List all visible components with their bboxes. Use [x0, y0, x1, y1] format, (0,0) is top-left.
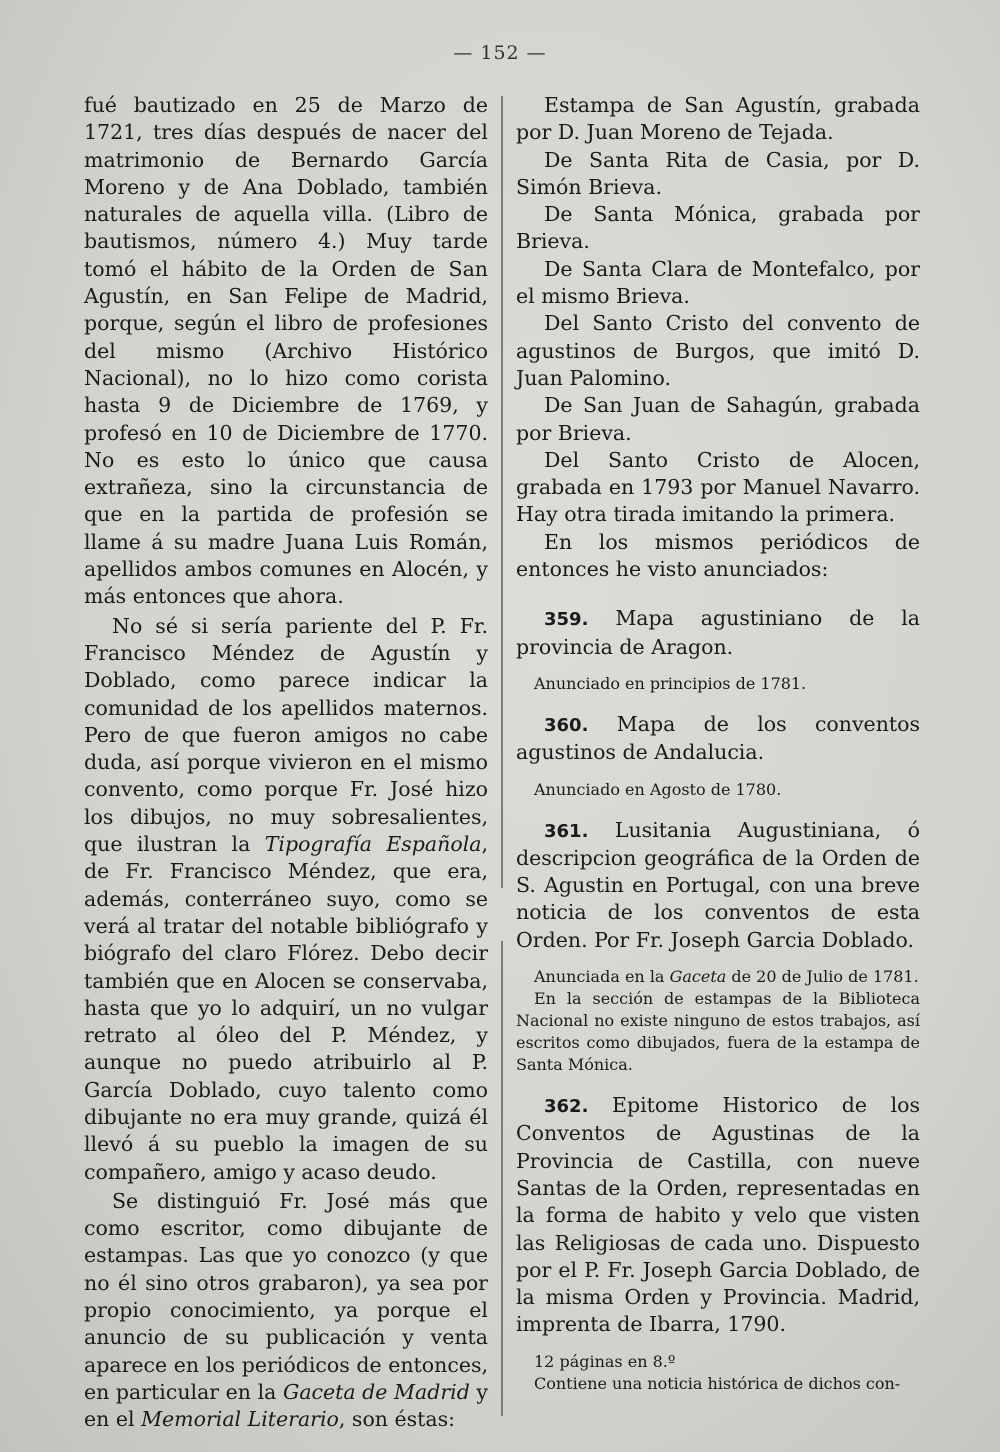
- estampa-san-juan-sahagun: De San Juan de Sahagún, grabada por Brieva.: [516, 393, 920, 445]
- entry-361-note-biblioteca: En la sección de estampas de la Biblioteca Nacional no existe ninguno de estos trabajos, así escritos como dibujados, fuera de la estampa de Santa Mónica.: [516, 989, 920, 1075]
- page-number: — 152 —: [453, 42, 547, 64]
- entry-361-text: [516, 817, 920, 954]
- entry-359: [516, 605, 920, 695]
- entry-360: [516, 711, 920, 801]
- entry-362-text: [516, 1092, 920, 1339]
- note-gaceta-title: Gaceta: [669, 967, 727, 987]
- paragraph-estampas-part2: y en el: [84, 1379, 488, 1432]
- paragraph-estampas-part3: , son éstas:: [338, 1407, 456, 1432]
- entry-362: [516, 1092, 920, 1395]
- entry-number: 361.: [544, 820, 589, 842]
- paragraph-estampas: [84, 1188, 488, 1434]
- entry-title: Mapa de los conventos agustinos de Andalucia.: [516, 711, 920, 765]
- note-gaceta-part2: de 20 de Julio de 1781.: [726, 967, 919, 987]
- anunciados-intro: En los mismos periódicos de entonces he visto anunciados:: [516, 529, 920, 582]
- title-tipografia-espanola: Tipografía Española: [264, 832, 482, 857]
- entry-359-text: [516, 605, 920, 661]
- column-divider: [501, 96, 503, 1416]
- paragraph-mendez-part1: No sé si sería pariente del P. Fr. Francisco Méndez de Agustín y Doblado, como parece indicar la comunidad de los apellidos maternos. Pero de que fueron amigos no cabe duda, así porque vivieron en el mismo convento, como porque Fr. José hizo los dibujos, no muy sobresalientes, que ilustran la: [84, 613, 488, 857]
- title-memorial-literario: Memorial Literario: [141, 1407, 339, 1432]
- entry-362-note-contents: Contiene una noticia histórica de dichos con-: [534, 1373, 901, 1393]
- estampa-san-agustin: Estampa de San Agustín, grabada por D. Juan Moreno de Tejada.: [516, 93, 920, 145]
- entry-title: Epitome Historico de los Conventos de Agustinas de la Provincia de Castilla, con nueve Santas de la Orden, representadas en la forma de habito y velo que visten las Religiosas de cada uno. Dispuesto por el P. Fr. Joseph Garcia Doblado, de la misma Orden y Provincia. Madrid, imprenta de Ibarra, 1790.: [516, 1093, 920, 1337]
- entry-number: 359.: [544, 609, 589, 631]
- entry-number: 360.: [544, 714, 589, 736]
- entry-title: Lusitania Augustiniana, ó descripcion geográfica de la Orden de S. Agustin en Portugal, con una breve noticia de los conventos de esta Orden. Por Fr. Joseph Garcia Doblado.: [516, 817, 920, 952]
- left-column: [84, 92, 488, 1434]
- entry-360-text: [516, 711, 920, 767]
- right-column: [516, 92, 920, 1395]
- estampa-santa-monica: De Santa Mónica, grabada por Brieva.: [516, 202, 920, 254]
- paragraph-mendez: [84, 613, 488, 1186]
- note-gaceta-part1: Anunciada en la: [534, 967, 670, 987]
- paragraph-baptism: fué bautizado en 25 de Marzo de 1721, tres días después de nacer del matrimonio de Bernardo García Moreno y de Ana Doblado, también naturales de aquella villa. (Libro de bautismos, número 4.) Muy tarde tomó el hábito de la Orden de San Agustín, en San Felipe de Madrid, porque, según el libro de profesiones del mismo (Archivo Histórico Nacional), no lo hizo como corista hasta 9 de Diciembre de 1769, y profesó en 10 de Diciembre de 1770. No es esto lo único que causa extrañeza, sino la circunstancia de que en la partida de profesión se llame á su madre Juana Luis Román, apellidos ambos comunes en Alocén, y más entonces que ahora.: [84, 93, 488, 609]
- estampa-cristo-alocen: Del Santo Cristo de Alocen, grabada en 1793 por Manuel Navarro. Hay otra tirada imitando la primera.: [516, 447, 920, 527]
- entry-359-note: Anunciado en principios de 1781.: [534, 673, 807, 693]
- estampa-santa-rita: De Santa Rita de Casia, por D. Simón Brieva.: [516, 147, 920, 199]
- estampa-cristo-burgos: Del Santo Cristo del convento de agustinos de Burgos, que imitó D. Juan Palomino.: [516, 311, 920, 390]
- entry-title: Mapa agustiniano de la provincia de Aragon.: [516, 606, 920, 659]
- entry-360-note: Anunciado en Agosto de 1780.: [534, 779, 782, 799]
- paragraph-estampas-part1: Se distinguió Fr. José más que como escritor, como dibujante de estampas. Las que yo conozco (y que no él sino otros grabaron), ya sea por propio conocimiento, ya porque el anuncio de su publicación y venta aparece en los periódicos de entonces, en particular en la: [84, 1188, 488, 1404]
- entry-361: [516, 817, 920, 1076]
- title-gaceta-de-madrid: Gaceta de Madrid: [282, 1379, 470, 1404]
- entry-362-note-pages: 12 páginas en 8.º: [534, 1351, 676, 1371]
- paragraph-mendez-part2: , de Fr. Francisco Méndez, que era, además, conterráneo suyo, como se verá al tratar del notable bibliógrafo y biógrafo del claro Flórez. Debo decir también que en Alocen se conservaba, hasta que yo lo adquirí, un no vulgar retrato al óleo del P. Méndez, y aunque no puedo atribuirlo al P. García Doblado, cuyo talento como dibujante no era muy grande, quizá él llevó á su pueblo la imagen de su compañero, amigo y acaso deudo.: [84, 832, 488, 1184]
- estampa-santa-clara: De Santa Clara de Montefalco, por el mismo Brieva.: [516, 256, 920, 309]
- entry-number: 362.: [544, 1096, 589, 1118]
- entry-361-note-gaceta: [516, 966, 920, 988]
